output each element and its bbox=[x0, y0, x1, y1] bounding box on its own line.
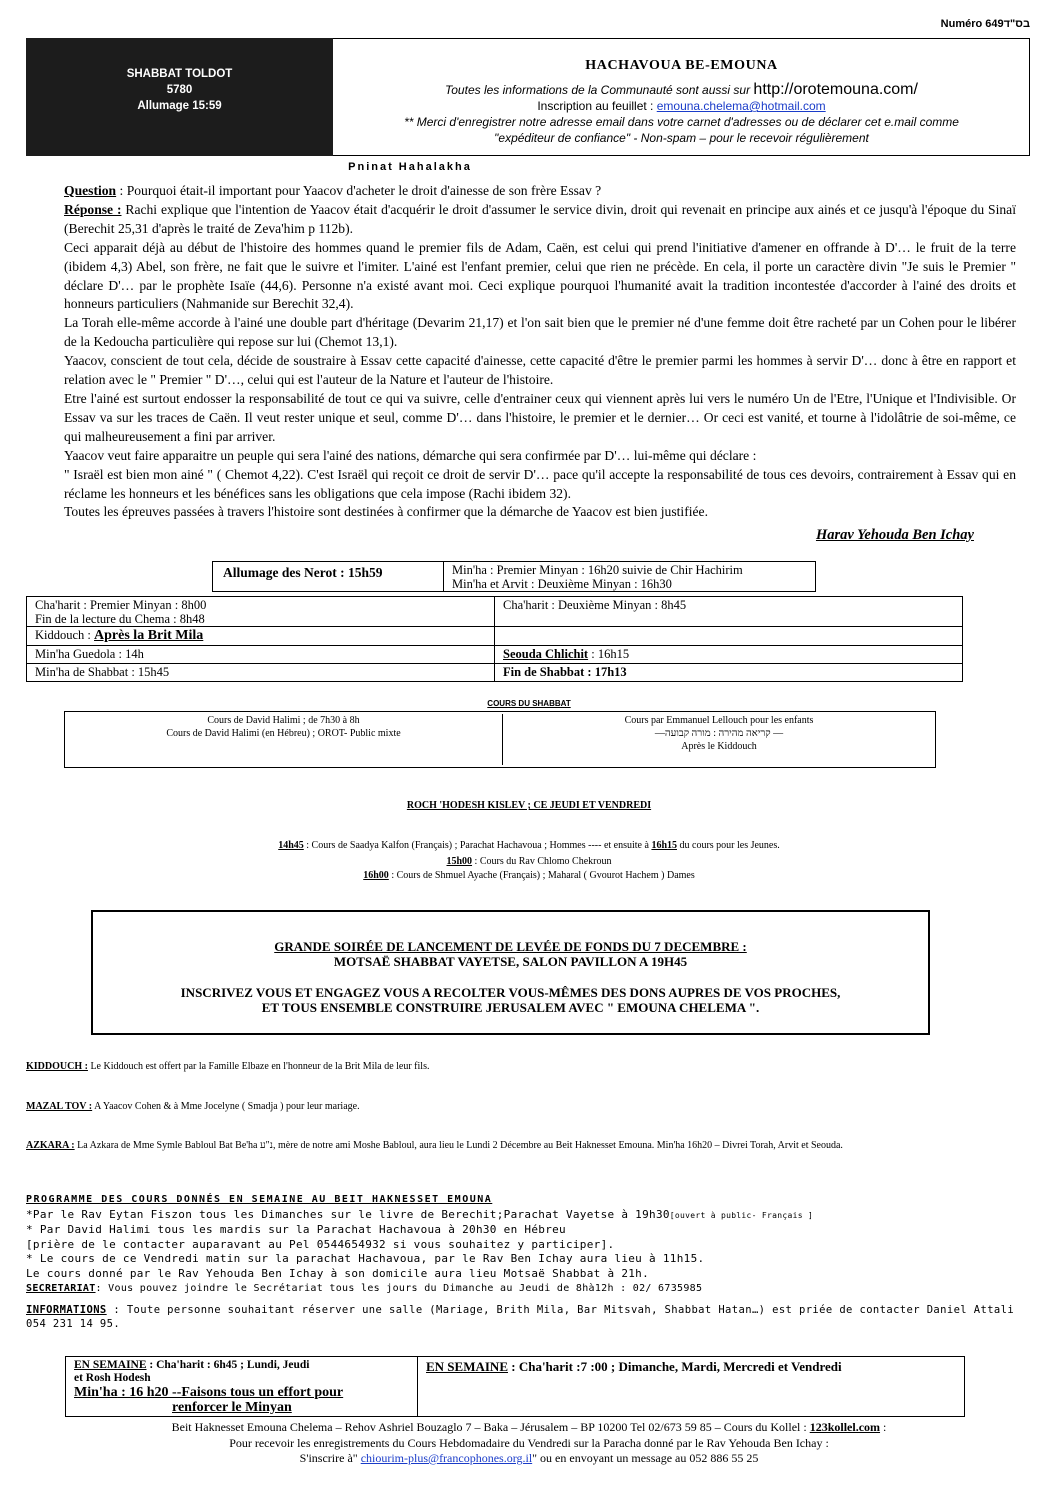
weekday-times-right bbox=[418, 1356, 965, 1417]
article-paragraph: Yaacov veut faire apparaitre un peuple qui sera l'ainé des nations, démarche qui sera confirmée par D'… lui-même qui déclare : bbox=[64, 447, 757, 463]
text: Beit Haknesset Emouna Chelema – Rehov Ashriel Bouzaglo 7 – Baka – Jérusalem – BP 10200 Tel 02/673 59 85 – Cours du Kollel : bbox=[171, 1420, 810, 1434]
weekday-times-left bbox=[65, 1356, 418, 1417]
cours-item: Cours de David Halimi (en Hébreu) ; OROT- Public mixte bbox=[166, 728, 401, 739]
minha-line2: Min'ha et Arvit : Deuxième Minyan : 16h30 bbox=[452, 577, 672, 591]
article-paragraph: Yaacov, conscient de tout cela, décide de soustraire à Essav cette capacité d'ainesse, cette capacité d'être le premier parmi les hommes à servir D'… donc à être en rapport et relation avec le " Premier " D'…, celui qui est l'auteur de la Nature et l'auteur de l'histoire. bbox=[64, 353, 1016, 388]
inscription-email-link[interactable]: emouna.chelema@hotmail.com bbox=[656, 99, 826, 113]
issue-number: Numéro 649בס"ד bbox=[940, 18, 1030, 30]
spam-note-line2: "expéditeur de confiance" - Non-spam – pour le recevoir régulièrement bbox=[494, 131, 869, 145]
cours-left bbox=[65, 714, 502, 740]
time: 14h45 bbox=[278, 840, 304, 851]
article-paragraph: " Israël est bien mon ainé " ( Chemot 4,22). C'est Israël qui reçoit ce droit de servir D'… pace qu'il accepte la responsabilité de tous ces devoirs, contrairement à Essav qui en réclame les honneurs et les bénéfices sans les obligations que cela impose (Rachi ibidem 32). bbox=[64, 466, 1016, 501]
label: SECRETARIAT bbox=[26, 1282, 96, 1294]
text: et Rosh Hodesh bbox=[74, 1372, 151, 1384]
time: 15h00 bbox=[446, 856, 473, 867]
azkara-note bbox=[26, 1138, 1026, 1153]
label: AZKARA : bbox=[26, 1140, 75, 1151]
text: " ou en envoyant un message au 052 886 55 25 bbox=[532, 1451, 759, 1465]
cours-item: Après le Kiddouch bbox=[681, 741, 757, 752]
kollel-link[interactable]: 123kollel.com bbox=[809, 1420, 881, 1434]
cours-title: COURS DU SHABBAT bbox=[487, 699, 571, 708]
roch-hodesh-title: ROCH 'HODESH KISLEV ; CE JEUDI ET VENDREDI bbox=[406, 800, 652, 811]
table-cell bbox=[495, 627, 963, 646]
section-title: Pninat Hahalakha bbox=[348, 161, 472, 173]
table-cell: Fin de Shabbat : 17h13 bbox=[495, 664, 963, 682]
table-cell bbox=[27, 597, 495, 627]
label: Min'ha bbox=[74, 1385, 118, 1400]
text: Le Kiddouch est offert par la Famille Elbaze en l'honneur de la Brit Mila de leur fils. bbox=[87, 1061, 430, 1072]
text: : Toute personne souhaitant réserver une salle (Mariage, Brith Mila, Bar Mitsvah, Shabbat Hatan…) est priée de contacter Daniel Attali 054 231 14 95. bbox=[26, 1304, 1015, 1330]
text: : bbox=[880, 1420, 887, 1434]
kiddouch-time: Après la Brit Mila bbox=[94, 628, 204, 643]
answer-text: Rachi explique que l'intention de Yaacov était d'acquérir le droit d'assumer le service divin, droit qui revenait en principe aux ainés et ce jusqu'à l'époque du Sinaï (Berechit 25,31 d'après le traité de Zeva'him p 112b). bbox=[64, 201, 1016, 236]
text: du cours pour les Jeunes. bbox=[677, 840, 780, 851]
footer-line: Pour recevoir les enregistrements du Cours Hebdomadaire du Vendredi sur la Paracha donné par le Rav Yehouda Ben Ichay : bbox=[229, 1435, 829, 1450]
candle-lighting-time: Allumage 15:59 bbox=[137, 100, 222, 112]
cours-right bbox=[502, 714, 935, 765]
minha-line1: Min'ha : Premier Minyan : 16h20 suivie de Chir Hachirim bbox=[452, 563, 743, 577]
text: : Cours du Rav Chlomo Chekroun bbox=[472, 856, 612, 867]
table-cell: Cha'harit : Deuxième Minyan : 8h45 bbox=[495, 597, 963, 627]
text: : Cours de Shmuel Ayache (Français) ; Maharal ( Gvourot Hachem ) Dames bbox=[388, 870, 695, 881]
roch-hodesh-line bbox=[0, 856, 1058, 867]
appeal-line: GRANDE SOIRÉE DE LANCEMENT DE LEVÉE DE FONDS DU 7 DECEMBRE : bbox=[274, 939, 747, 954]
label: EN SEMAINE bbox=[426, 1359, 508, 1374]
programme-line: Le cours donné par le Rav Yehouda Ben Ichay à son domicile aura lieu Motsaë Shabbat à 21h. bbox=[26, 1266, 650, 1280]
answer-label: Réponse : bbox=[64, 201, 122, 217]
roch-hodesh-line bbox=[0, 840, 1058, 851]
kiddouch-label: Kiddouch : bbox=[35, 628, 95, 642]
text: [ouvert à public- Français ] bbox=[669, 1210, 814, 1220]
candle-lighting-box: Allumage des Nerot : 15h59 bbox=[212, 561, 444, 592]
header-info bbox=[333, 58, 1030, 146]
label: EN SEMAINE bbox=[74, 1359, 147, 1371]
inscription-prefix: Inscription au feuillet : bbox=[537, 99, 654, 113]
text: : Cours de Saadya Kalfon (Français) ; Parachat Hachavoua ; Hommes ---- et ensuite à bbox=[303, 840, 652, 851]
roch-hodesh-line bbox=[0, 870, 1058, 881]
hebrew-year: 5780 bbox=[166, 84, 193, 96]
text: A Yaacov Cohen & à Mme Jocelyne ( Smadja ) pour leur mariage. bbox=[92, 1101, 360, 1112]
footer-line bbox=[0, 1451, 1058, 1467]
text: La Azkara de Mme Symle Babloul Bat Be'ha נ"ע, mère de notre ami Moshe Babloul, aura lieu le Lundi 2 Décembre au Beit Haknesset Emouna. Min'ha 16h20 – Divrei Torah, Arvit et Seouda. bbox=[74, 1140, 843, 1151]
table-cell bbox=[27, 627, 495, 646]
cours-item: Cours de David Halimi ; de 7h30 à 8h bbox=[207, 715, 360, 726]
informations-note bbox=[26, 1303, 1026, 1331]
shabbat-info-box bbox=[26, 38, 333, 156]
label: MAZAL TOV : bbox=[26, 1101, 93, 1112]
table-row bbox=[27, 627, 963, 646]
text: : Cha'harit :7 :00 ; Dimanche, Mardi, Mercredi et Vendredi bbox=[508, 1359, 842, 1374]
secretariat-line bbox=[26, 1282, 1026, 1297]
mazal-tov-note bbox=[26, 1101, 360, 1112]
article-paragraph: Ceci apparait déjà au début de l'histoire des hommes quand le premier fils de Adam, Caën, est celui qui prend l'initiative d'amener en offrande à D'… le fruit de la terre (ibidem 4,3) Abel, son frère, ne fait que le suivre et l'imiter. L'ainé est l'enfant premier, celui que rien ne précède. En cela, il porte un caractère divin "Je suis le Premier " déclare D'… par le prophète Isaïe (44,6). Personne n'a existé avant moi. Ceci explique pourquoi l'humanité avait la tradition incontestée d'accorder à l'ainé des droits et honneurs particuliers (Nahmanide sur Berechit 32,4). bbox=[64, 239, 1016, 312]
footer-address bbox=[0, 1420, 1058, 1436]
text: *Par le Rav Eytan Fiszon tous les Dimanches sur le livre de Berechit;Parachat Vayetse à 19h30 bbox=[26, 1207, 670, 1221]
kiddouch-note bbox=[26, 1061, 429, 1072]
newsletter-title: HACHAVOUA BE-EMOUNA bbox=[585, 58, 778, 73]
time: 16h00 bbox=[363, 870, 389, 881]
label: INFORMATIONS bbox=[26, 1304, 107, 1316]
programme-line: * Le cours de ce Vendredi matin sur la parachat Hachavoua, par le Rav Ben Ichay aura lieu à 11h15. bbox=[26, 1252, 705, 1266]
cours-item: Cours par Emmanuel Lellouch pour les enfants bbox=[624, 715, 814, 726]
article-body bbox=[64, 182, 1016, 522]
chiourim-email-link[interactable]: chiourim-plus@francophones.org.il bbox=[360, 1451, 533, 1465]
article-author: Harav Yehouda Ben Ichay bbox=[815, 527, 974, 543]
shacharit-first: Cha'harit : Premier Minyan : 8h00 bbox=[35, 598, 207, 612]
text: : 16 h20 --Faisons tous un effort pour bbox=[117, 1385, 344, 1400]
table-cell bbox=[495, 646, 963, 664]
programme-line bbox=[26, 1208, 1026, 1224]
shabbat-name: SHABBAT TOLDOT bbox=[126, 68, 233, 80]
text: : Vous pouvez joindre le Secrétariat tous les jours du Dimanche au Jeudi de 8hà12h : 02/ 6735985 bbox=[95, 1282, 703, 1294]
question-text: : Pourquoi était-il important pour Yaacov d'acheter le droit d'ainesse de son frère Essav ? bbox=[116, 183, 602, 198]
cours-box bbox=[64, 711, 936, 768]
table-row bbox=[27, 646, 963, 664]
text: S'inscrire à" bbox=[299, 1451, 361, 1465]
article-paragraph: Toutes les épreuves passées à travers l'histoire sont destinées à confirmer que la démarche de Yaacov est bien justifiée. bbox=[64, 504, 708, 520]
seouda-label: Seouda Chlichit bbox=[503, 647, 589, 661]
shabbat-schedule-table bbox=[26, 596, 963, 682]
website-link[interactable]: http://orotemouna.com/ bbox=[753, 81, 918, 98]
table-cell: Min'ha de Shabbat : 15h45 bbox=[27, 664, 495, 682]
weekly-programme bbox=[26, 1193, 1026, 1296]
appeal-line: ET TOUS ENSEMBLE CONSTRUIRE JERUSALEM AVEC " EMOUNA CHELEMA ". bbox=[261, 1000, 760, 1015]
minha-box bbox=[444, 561, 816, 592]
text: renforcer le Minyan bbox=[172, 1400, 292, 1415]
shema-end: Fin de la lecture du Chema : 8h48 bbox=[35, 612, 205, 626]
programme-line: * Par David Halimi tous les mardis sur la Parachat Hachavoua à 20h30 en Hébreu bbox=[26, 1223, 566, 1237]
fundraising-box bbox=[91, 910, 930, 1035]
label: KIDDOUCH : bbox=[26, 1061, 88, 1072]
info-prefix: Toutes les informations de la Communauté sont aussi sur bbox=[445, 83, 751, 97]
time: 16h15 bbox=[651, 840, 677, 851]
programme-line: [prière de le contacter auparavant au Pel 0544654932 si vous souhaitez y participer]. bbox=[26, 1237, 615, 1251]
table-cell: Min'ha Guedola : 14h bbox=[27, 646, 495, 664]
table-row bbox=[27, 597, 963, 627]
appeal-line: INSCRIVEZ VOUS ET ENGAGEZ VOUS A RECOLTER VOUS-MÊMES DES DONS AUPRES DE VOS PROCHES, bbox=[180, 985, 841, 1000]
question-label: Question bbox=[64, 183, 117, 198]
programme-title: PROGRAMME DES COURS DONNÉS EN SEMAINE AU BEIT HAKNESSET EMOUNA bbox=[26, 1194, 493, 1205]
table-row bbox=[27, 664, 963, 682]
article-paragraph: Etre l'ainé est surtout endosser la responsabilité de tout ce qui va suivre, celle d'entrainer ceux qui viennent après lui vers le numéro Un de l'Etre, l'Unique et l'Indivisible. Or Essav va sur les traces de Caën. Il veut rester unique et seul, comme D'… dans l'histoire, le premier et le dernier… Or ceci est vanité, et tourne à l'idolâtrie de soi-même, ce qui malheureusement a fini par arriver. bbox=[64, 390, 1016, 444]
text: : Cha'harit : 6h45 ; Lundi, Jeudi bbox=[146, 1359, 310, 1371]
footer bbox=[0, 1420, 1058, 1467]
seouda-time: : 16h15 bbox=[588, 647, 630, 661]
appeal-line: MOTSAË SHABBAT VAYETSE, SALON PAVILLON A 19H45 bbox=[333, 954, 688, 969]
spam-note-line1: ** Merci d'enregistrer notre adresse email dans votre carnet d'adresses ou de déclarer cet e.mail comme bbox=[404, 115, 959, 129]
cours-item: —קריאה מהירה : מורה קבועה — bbox=[654, 728, 784, 739]
article-paragraph: La Torah elle-même accorde à l'ainé une double part d'héritage (Devarim 21,17) et l'on sait bien que le premier né d'une femme doit être racheté par un Cohen pour le libérer de la Kedoucha particulière qui repose sur lui (Chemot 13,1). bbox=[64, 315, 1016, 350]
